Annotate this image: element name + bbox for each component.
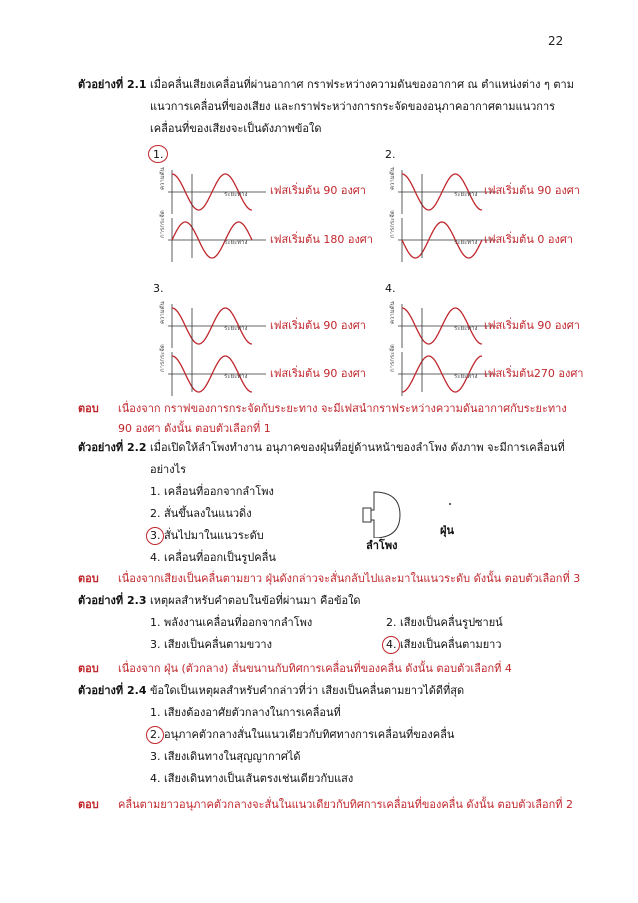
dust-label: ฝุ่น (440, 524, 454, 537)
answer-2-4-text: คลื่นตามยาวอนุภาคตัวกลางจะสั่นในแนวเดียวกับทิศการเคลื่อนที่ของคลื่น ดังนั้น ตอบตัวเลือกที่ 2 (118, 798, 574, 811)
graph-y-label: การกระจัด (159, 344, 166, 372)
question-2-3-text: เหตุผลสำหรับคำตอบในข้อที่ผ่านมา คือข้อใด (150, 594, 361, 607)
graph-y-label: การกระจัด (159, 210, 166, 238)
answer-2-3-text: เนื่องจาก ฝุ่น (ตัวกลาง) สั่นขนานกับทิศการเคลื่อนที่ของคลื่น ดังนั้น ตอบตัวเลือกที่ 4 (118, 662, 512, 675)
graph-y-label: การกระจัด (389, 210, 396, 238)
option-2-number: 2. (385, 148, 396, 161)
q2-choice-3: 3. สั่นไปมาในแนวระดับ (150, 529, 264, 542)
graph-x-label: ระยะทาง (224, 373, 248, 380)
q2-choice-3-circle (146, 527, 164, 545)
option-3-bottom-phase: เฟสเริ่มต้น 90 องศา (270, 367, 366, 380)
q4-choice-4: 4. เสียงเดินทางเป็นเส้นตรงเช่นเดียวกับแสง (150, 772, 354, 785)
question-2-2-label: ตัวอย่างที่ 2.2 (78, 441, 147, 454)
graph-y-label: ความดัน (159, 167, 166, 190)
speaker-icon (360, 488, 420, 538)
answer-2-2-label: ตอบ (78, 572, 99, 585)
question-2-1-line-2: แนวการเคลื่อนที่ของเสียง และกราฟระหว่างการกระจัดของอนุภาคอากาศตามแนวการ (150, 100, 556, 113)
answer-2-1-line-2: 90 องศา ดังนั้น ตอบตัวเลือกที่ 1 (118, 422, 271, 435)
question-2-1-line-3: เคลื่อนที่ของเสียงจะเป็นดังภาพข้อใด (150, 122, 322, 135)
option-4-top-phase: เฟสเริ่มต้น 90 องศา (484, 319, 580, 332)
answer-2-2-text: เนื่องจากเสียงเป็นคลื่นตามยาว ฝุ่นดังกล่าวจะสั่นกลับไปและมาในแนวระดับ ดังนั้น ตอบตัวเลือกที่ 3 (118, 572, 581, 585)
option-3-number: 3. (153, 282, 164, 295)
option-4-bottom-phase: เฟสเริ่มต้น270 องศา (484, 367, 584, 380)
speaker-label: ลำโพง (366, 539, 398, 552)
q4-choice-2: 2. อนุภาคตัวกลางสั่นในแนวเดียวกับทิศทางการเคลื่อนที่ของคลื่น (150, 728, 455, 741)
q4-choice-3: 3. เสียงเดินทางในสุญญากาศได้ (150, 750, 301, 763)
q4-choice-2-circle (146, 726, 164, 744)
answer-2-3-label: ตอบ (78, 662, 99, 675)
question-2-1-label: ตัวอย่างที่ 2.1 (78, 78, 147, 91)
answer-2-1-label: ตอบ (78, 402, 99, 415)
graph-y-label: ความดัน (159, 301, 166, 324)
answer-2-1-line-1: เนื่องจาก กราฟของการกระจัดกับระยะทาง จะมีเฟสนำกราฟระหว่างความดันอากาศกับระยะทาง (118, 402, 567, 415)
q2-choice-1: 1. เคลื่อนที่ออกจากลำโพง (150, 485, 274, 498)
dust-particle-icon (449, 503, 451, 505)
question-2-4-text: ข้อใดเป็นเหตุผลสำหรับคำกล่าวที่ว่า เสียงเป็นคลื่นตามยาวได้ดีที่สุด (150, 684, 465, 697)
graph-x-label: ระยะทาง (454, 239, 478, 246)
graph-y-label: ความดัน (389, 167, 396, 190)
option-1-bottom-phase: เฟสเริ่มต้น 180 องศา (270, 233, 373, 246)
graph-x-label: ระยะทาง (224, 191, 248, 198)
question-2-3-label: ตัวอย่างที่ 2.3 (78, 594, 147, 607)
option-1-top-phase: เฟสเริ่มต้น 90 องศา (270, 184, 366, 197)
q3-choice-3: 3. เสียงเป็นคลื่นตามขวาง (150, 638, 272, 651)
answer-2-4-label: ตอบ (78, 798, 99, 811)
option-3-top-phase: เฟสเริ่มต้น 90 องศา (270, 319, 366, 332)
q4-choice-1: 1. เสียงต้องอาศัยตัวกลางในการเคลื่อนที่ (150, 706, 341, 719)
option-4-number: 4. (385, 282, 396, 295)
graph-y-label: ความดัน (389, 301, 396, 324)
q3-choice-2: 2. เสียงเป็นคลื่นรูปซายน์ (386, 616, 503, 629)
option-2-top-phase: เฟสเริ่มต้น 90 องศา (484, 184, 580, 197)
q3-choice-1: 1. พลังงานเคลื่อนที่ออกจากลำโพง (150, 616, 313, 629)
graph-y-label: การกระจัด (389, 344, 396, 372)
q2-choice-4: 4. เคลื่อนที่ออกเป็นรูปคลื่น (150, 551, 276, 564)
question-2-2-line-2: อย่างไร (150, 463, 187, 476)
q2-choice-2: 2. สั่นขึ้นลงในแนวดิ่ง (150, 507, 252, 520)
question-2-1-line-1: เมื่อคลื่นเสียงเคลื่อนที่ผ่านอากาศ กราฟระหว่างความดันของอากาศ ณ ตำแหน่งต่าง ๆ ตาม (150, 78, 574, 91)
option-1-number: 1. (153, 148, 164, 161)
graph-x-label: ระยะทาง (224, 325, 248, 332)
question-2-2-line-1: เมื่อเปิดให้ลำโพงทำงาน อนุภาคของฝุ่นที่อยู่ด้านหน้าของลำโพง ดังภาพ จะมีการเคลื่อนที่ (150, 441, 565, 454)
graph-x-label: ระยะทาง (454, 191, 478, 198)
graph-x-label: ระยะทาง (224, 239, 248, 246)
graph-x-label: ระยะทาง (454, 373, 478, 380)
page-number: 22 (548, 34, 564, 48)
q3-choice-4: 4. เสียงเป็นคลื่นตามยาว (386, 638, 502, 651)
q3-choice-4-circle (382, 636, 400, 654)
graph-x-label: ระยะทาง (454, 325, 478, 332)
question-2-4-label: ตัวอย่างที่ 2.4 (78, 684, 147, 697)
option-2-bottom-phase: เฟสเริ่มต้น 0 องศา (484, 233, 573, 246)
